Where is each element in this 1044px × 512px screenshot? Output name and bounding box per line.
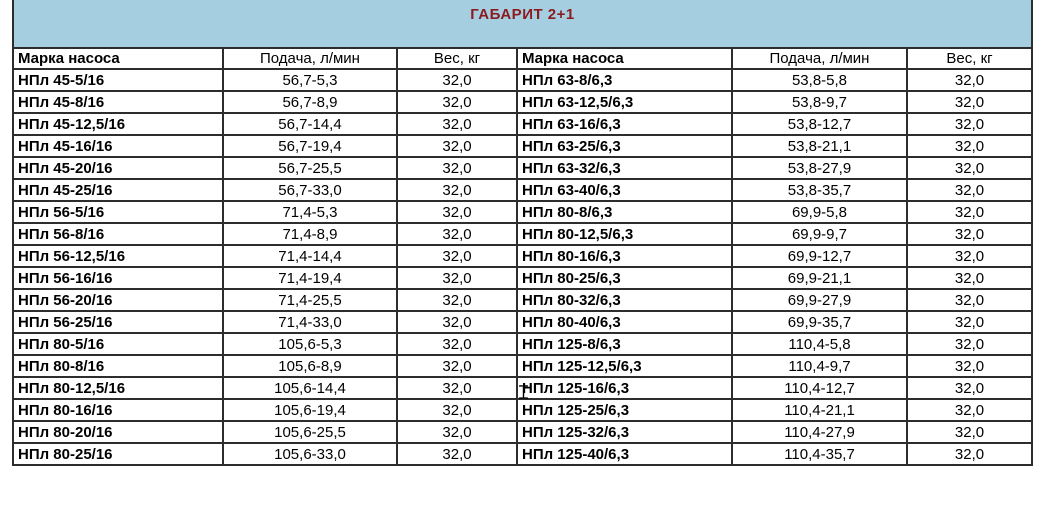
flow-cell: 53,8-9,7 [732, 91, 907, 113]
weight-cell: 32,0 [397, 443, 517, 465]
table-row [13, 377, 1032, 399]
pump-model-cell: НПл 80-16/16 [13, 399, 223, 421]
table-row [13, 91, 1032, 113]
flow-cell: 69,9-5,8 [732, 201, 907, 223]
flow-cell: 53,8-21,1 [732, 135, 907, 157]
column-header-pump-model-left: Марка насоса [13, 48, 223, 69]
weight-cell: 32,0 [907, 289, 1032, 311]
flow-cell: 56,7-33,0 [223, 179, 397, 201]
flow-cell: 110,4-35,7 [732, 443, 907, 465]
pump-model-cell: НПл 63-25/6,3 [517, 135, 732, 157]
flow-cell: 53,8-12,7 [732, 113, 907, 135]
table-row [13, 443, 1032, 465]
table-row [13, 333, 1032, 355]
flow-cell: 69,9-12,7 [732, 245, 907, 267]
weight-cell: 32,0 [397, 245, 517, 267]
weight-cell: 32,0 [907, 91, 1032, 113]
pump-model-cell: НПл 63-40/6,3 [517, 179, 732, 201]
table-row [13, 69, 1032, 91]
pump-model-cell: НПл 125-25/6,3 [517, 399, 732, 421]
flow-cell: 69,9-27,9 [732, 289, 907, 311]
flow-cell: 53,8-35,7 [732, 179, 907, 201]
pump-model-cell: НПл 80-32/6,3 [517, 289, 732, 311]
pump-model-cell: НПл 45-8/16 [13, 91, 223, 113]
weight-cell: 32,0 [907, 223, 1032, 245]
weight-cell: 32,0 [397, 135, 517, 157]
pump-model-cell: НПл 80-40/6,3 [517, 311, 732, 333]
weight-cell: 32,0 [907, 135, 1032, 157]
weight-cell: 32,0 [907, 311, 1032, 333]
table-body [13, 69, 1032, 465]
flow-cell: 110,4-9,7 [732, 355, 907, 377]
weight-cell: 32,0 [397, 289, 517, 311]
weight-cell: 32,0 [397, 179, 517, 201]
table-row [13, 135, 1032, 157]
pump-model-cell: НПл 45-16/16 [13, 135, 223, 157]
table-row [13, 179, 1032, 201]
flow-cell: 56,7-8,9 [223, 91, 397, 113]
weight-cell: 32,0 [397, 311, 517, 333]
pump-model-cell: НПл 125-40/6,3 [517, 443, 732, 465]
flow-cell: 69,9-21,1 [732, 267, 907, 289]
flow-cell: 110,4-27,9 [732, 421, 907, 443]
flow-cell: 105,6-14,4 [223, 377, 397, 399]
flow-cell: 105,6-5,3 [223, 333, 397, 355]
table-title: ГАБАРИТ 2+1 [13, 0, 1032, 48]
pump-model-cell: НПл 80-8/6,3 [517, 201, 732, 223]
weight-cell: 32,0 [397, 421, 517, 443]
pump-model-cell: НПл 63-32/6,3 [517, 157, 732, 179]
pump-model-cell: НПл 45-25/16 [13, 179, 223, 201]
flow-cell: 110,4-12,7 [732, 377, 907, 399]
flow-cell: 56,7-5,3 [223, 69, 397, 91]
flow-cell: 71,4-8,9 [223, 223, 397, 245]
flow-cell: 69,9-35,7 [732, 311, 907, 333]
pump-model-cell: НПл 63-16/6,3 [517, 113, 732, 135]
pump-model-cell: НПл 80-5/16 [13, 333, 223, 355]
pump-model-cell: НПл 125-12,5/6,3 [517, 355, 732, 377]
weight-cell: 32,0 [907, 157, 1032, 179]
table-row [13, 245, 1032, 267]
pump-model-cell: НПл 80-25/16 [13, 443, 223, 465]
flow-cell: 56,7-25,5 [223, 157, 397, 179]
weight-cell: 32,0 [907, 421, 1032, 443]
weight-cell: 32,0 [397, 69, 517, 91]
table-row [13, 399, 1032, 421]
table-header-row [13, 48, 1032, 69]
pump-spec-table [12, 0, 1033, 466]
pump-model-cell: НПл 56-8/16 [13, 223, 223, 245]
weight-cell: 32,0 [397, 201, 517, 223]
flow-cell: 56,7-14,4 [223, 113, 397, 135]
weight-cell: 32,0 [397, 267, 517, 289]
column-header-flow-left: Подача, л/мин [223, 48, 397, 69]
pump-model-cell: НПл 63-8/6,3 [517, 69, 732, 91]
weight-cell: 32,0 [907, 333, 1032, 355]
pump-model-cell: НПл 80-12,5/6,3 [517, 223, 732, 245]
table-row [13, 289, 1032, 311]
table-row [13, 421, 1032, 443]
table-row [13, 113, 1032, 135]
pump-model-cell: НПл 56-16/16 [13, 267, 223, 289]
pump-model-cell: НПл 80-8/16 [13, 355, 223, 377]
weight-cell: 32,0 [907, 179, 1032, 201]
table-row [13, 311, 1032, 333]
column-header-flow-right: Подача, л/мин [732, 48, 907, 69]
weight-cell: 32,0 [397, 91, 517, 113]
weight-cell: 32,0 [907, 377, 1032, 399]
weight-cell: 32,0 [907, 443, 1032, 465]
flow-cell: 110,4-21,1 [732, 399, 907, 421]
weight-cell: 32,0 [907, 355, 1032, 377]
pump-model-cell: НПл 45-5/16 [13, 69, 223, 91]
weight-cell: 32,0 [397, 157, 517, 179]
table-row [13, 157, 1032, 179]
table-row [13, 201, 1032, 223]
flow-cell: 71,4-19,4 [223, 267, 397, 289]
pump-model-cell: НПл 63-12,5/6,3 [517, 91, 732, 113]
flow-cell: 53,8-5,8 [732, 69, 907, 91]
pump-model-cell: НПл 80-12,5/16 [13, 377, 223, 399]
pump-model-cell: НПл 125-16/6,3 [517, 377, 732, 399]
weight-cell: 32,0 [397, 223, 517, 245]
weight-cell: 32,0 [397, 399, 517, 421]
flow-cell: 56,7-19,4 [223, 135, 397, 157]
pump-model-cell: НПл 125-8/6,3 [517, 333, 732, 355]
weight-cell: 32,0 [397, 355, 517, 377]
pump-model-cell: НПл 45-12,5/16 [13, 113, 223, 135]
pump-model-cell: НПл 80-25/6,3 [517, 267, 732, 289]
flow-cell: 53,8-27,9 [732, 157, 907, 179]
flow-cell: 71,4-33,0 [223, 311, 397, 333]
flow-cell: 71,4-25,5 [223, 289, 397, 311]
flow-cell: 69,9-9,7 [732, 223, 907, 245]
weight-cell: 32,0 [907, 399, 1032, 421]
pump-model-cell: НПл 80-20/16 [13, 421, 223, 443]
pump-model-cell: НПл 56-12,5/16 [13, 245, 223, 267]
pump-model-cell: НПл 56-25/16 [13, 311, 223, 333]
flow-cell: 71,4-5,3 [223, 201, 397, 223]
weight-cell: 32,0 [907, 267, 1032, 289]
pump-model-cell: НПл 56-20/16 [13, 289, 223, 311]
table-title-row [13, 0, 1032, 48]
weight-cell: 32,0 [907, 69, 1032, 91]
pump-model-cell: НПл 125-32/6,3 [517, 421, 732, 443]
weight-cell: 32,0 [907, 245, 1032, 267]
flow-cell: 105,6-33,0 [223, 443, 397, 465]
column-header-weight-left: Вес, кг [397, 48, 517, 69]
pump-model-cell: НПл 56-5/16 [13, 201, 223, 223]
pump-model-cell: НПл 80-16/6,3 [517, 245, 732, 267]
table-row [13, 355, 1032, 377]
column-header-weight-right: Вес, кг [907, 48, 1032, 69]
table-row [13, 223, 1032, 245]
weight-cell: 32,0 [397, 377, 517, 399]
weight-cell: 32,0 [397, 113, 517, 135]
table-row [13, 267, 1032, 289]
pump-model-cell: НПл 45-20/16 [13, 157, 223, 179]
weight-cell: 32,0 [907, 113, 1032, 135]
flow-cell: 105,6-8,9 [223, 355, 397, 377]
flow-cell: 105,6-19,4 [223, 399, 397, 421]
weight-cell: 32,0 [397, 333, 517, 355]
weight-cell: 32,0 [907, 201, 1032, 223]
flow-cell: 110,4-5,8 [732, 333, 907, 355]
flow-cell: 105,6-25,5 [223, 421, 397, 443]
flow-cell: 71,4-14,4 [223, 245, 397, 267]
column-header-pump-model-right: Марка насоса [517, 48, 732, 69]
